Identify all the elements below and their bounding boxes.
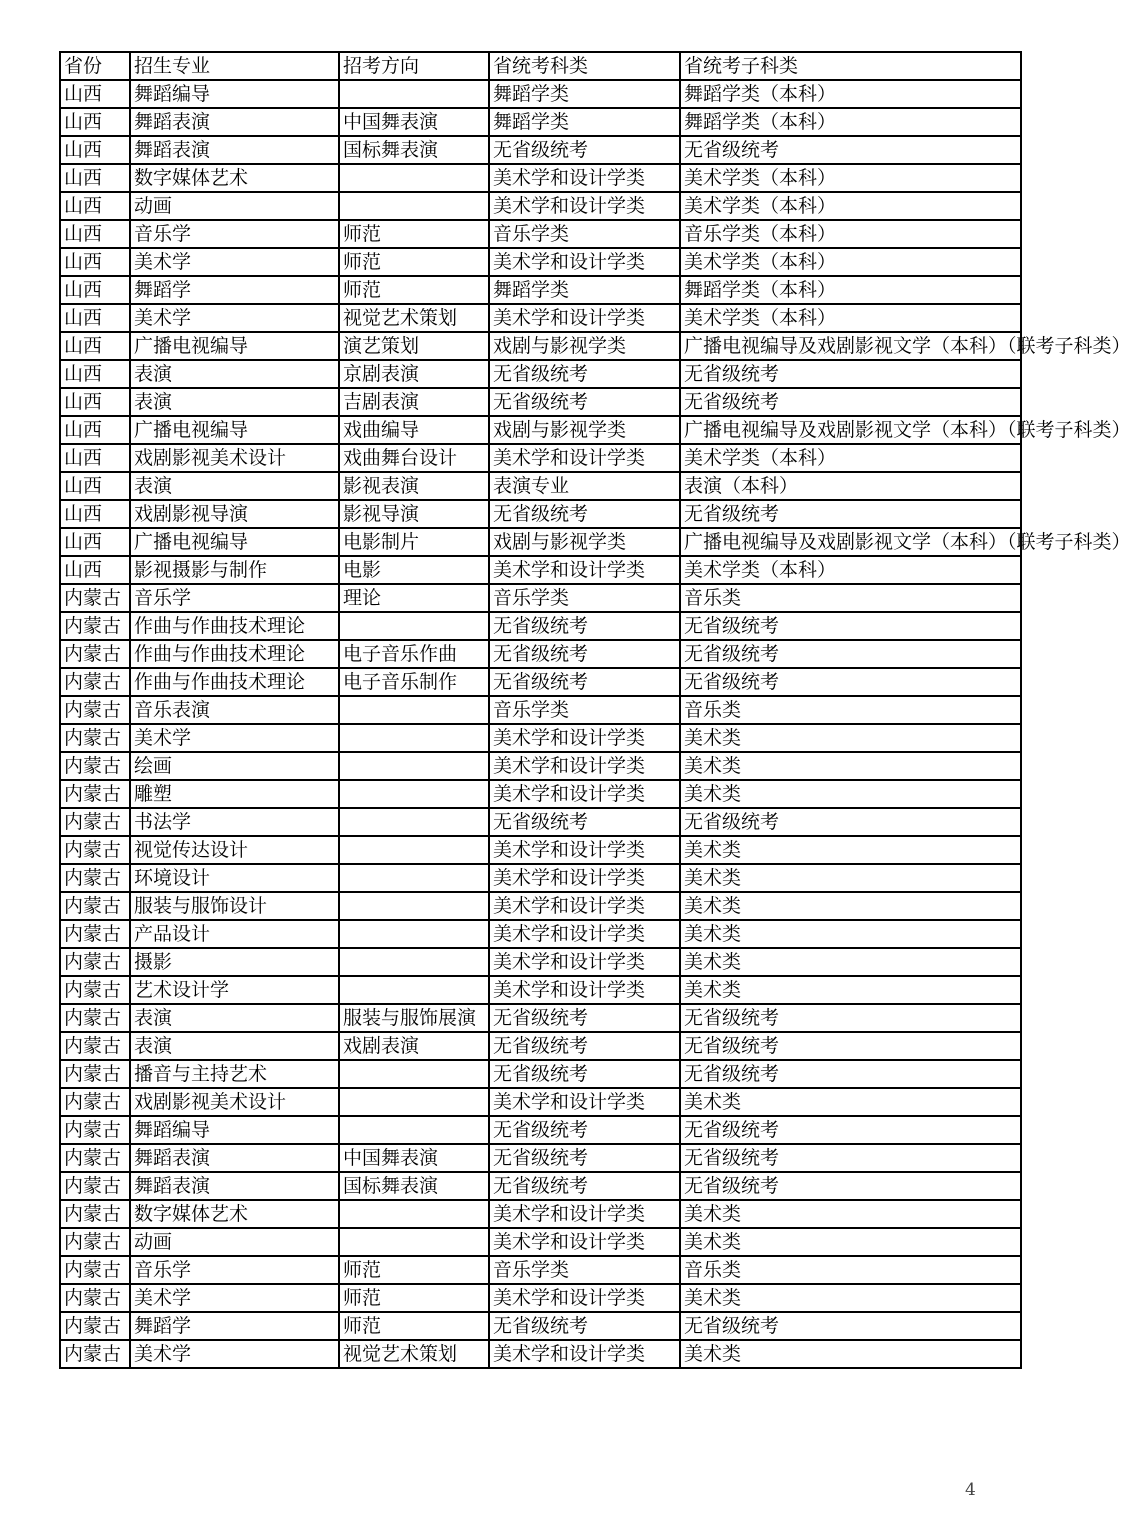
exam-category-cell: 无省级统考	[489, 808, 680, 836]
province-cell: 山西	[60, 192, 130, 220]
table-row	[60, 836, 1021, 864]
exam-subcategory-cell: 表演（本科）	[680, 472, 1021, 500]
table-row	[60, 668, 1021, 696]
direction-cell	[339, 948, 489, 976]
major-cell: 舞蹈表演	[130, 136, 339, 164]
major-cell: 戏剧影视导演	[130, 500, 339, 528]
province-cell: 内蒙古	[60, 864, 130, 892]
major-cell: 广播电视编导	[130, 416, 339, 444]
admissions-table	[59, 51, 1131, 1369]
header-direction: 招考方向	[339, 52, 489, 80]
exam-subcategory-cell: 舞蹈学类（本科）	[680, 80, 1021, 108]
exam-subcategory-cell: 无省级统考	[680, 640, 1021, 668]
province-cell: 内蒙古	[60, 640, 130, 668]
exam-subcategory-cell: 无省级统考	[680, 1060, 1021, 1088]
exam-category-cell: 舞蹈学类	[489, 80, 680, 108]
exam-category-cell: 无省级统考	[489, 1116, 680, 1144]
major-cell: 戏剧影视美术设计	[130, 444, 339, 472]
major-cell: 美术学	[130, 304, 339, 332]
exam-subcategory-cell: 舞蹈学类（本科）	[680, 108, 1021, 136]
exam-category-cell: 戏剧与影视学类	[489, 528, 680, 556]
exam-subcategory-cell: 美术类	[680, 1228, 1021, 1256]
direction-cell: 师范	[339, 1312, 489, 1340]
major-cell: 美术学	[130, 1284, 339, 1312]
major-cell: 表演	[130, 1004, 339, 1032]
table-row	[60, 1116, 1021, 1144]
exam-subcategory-cell: 美术学类（本科）	[680, 164, 1021, 192]
province-cell: 内蒙古	[60, 1228, 130, 1256]
table-row	[60, 556, 1021, 584]
direction-cell: 演艺策划	[339, 332, 489, 360]
header-major: 招生专业	[130, 52, 339, 80]
table-row	[60, 752, 1021, 780]
table-row	[60, 1088, 1021, 1116]
exam-subcategory-cell: 广播电视编导及戏剧影视文学（本科）（联考子科类）	[680, 528, 1021, 556]
province-cell: 内蒙古	[60, 808, 130, 836]
exam-category-cell: 美术学和设计学类	[489, 248, 680, 276]
table-row	[60, 220, 1021, 248]
exam-subcategory-cell: 美术类	[680, 752, 1021, 780]
province-cell: 山西	[60, 220, 130, 248]
province-cell: 山西	[60, 108, 130, 136]
province-cell: 山西	[60, 248, 130, 276]
header-province: 省份	[60, 52, 130, 80]
province-cell: 山西	[60, 556, 130, 584]
exam-subcategory-cell: 美术类	[680, 948, 1021, 976]
major-cell: 视觉传达设计	[130, 836, 339, 864]
exam-category-cell: 美术学和设计学类	[489, 780, 680, 808]
province-cell: 内蒙古	[60, 1144, 130, 1172]
table-row	[60, 1200, 1021, 1228]
major-cell: 艺术设计学	[130, 976, 339, 1004]
table-row	[60, 416, 1021, 444]
table-row	[60, 528, 1021, 556]
exam-subcategory-cell: 无省级统考	[680, 1144, 1021, 1172]
table-row	[60, 136, 1021, 164]
table-row	[60, 1312, 1021, 1340]
exam-category-cell: 无省级统考	[489, 1032, 680, 1060]
province-cell: 内蒙古	[60, 976, 130, 1004]
exam-subcategory-cell: 美术类	[680, 1340, 1021, 1368]
direction-cell: 国标舞表演	[339, 1172, 489, 1200]
exam-category-cell: 表演专业	[489, 472, 680, 500]
province-cell: 内蒙古	[60, 696, 130, 724]
exam-category-cell: 美术学和设计学类	[489, 556, 680, 584]
exam-category-cell: 美术学和设计学类	[489, 864, 680, 892]
province-cell: 内蒙古	[60, 1312, 130, 1340]
direction-cell: 理论	[339, 584, 489, 612]
exam-category-cell: 无省级统考	[489, 1144, 680, 1172]
direction-cell	[339, 80, 489, 108]
exam-subcategory-cell: 无省级统考	[680, 1032, 1021, 1060]
exam-subcategory-cell: 舞蹈学类（本科）	[680, 276, 1021, 304]
exam-category-cell: 舞蹈学类	[489, 108, 680, 136]
province-cell: 山西	[60, 444, 130, 472]
header-exam-category: 省统考科类	[489, 52, 680, 80]
direction-cell	[339, 696, 489, 724]
province-cell: 内蒙古	[60, 1116, 130, 1144]
exam-category-cell: 音乐学类	[489, 696, 680, 724]
major-cell: 数字媒体艺术	[130, 164, 339, 192]
province-cell: 山西	[60, 276, 130, 304]
province-cell: 内蒙古	[60, 780, 130, 808]
major-cell: 雕塑	[130, 780, 339, 808]
direction-cell	[339, 864, 489, 892]
province-cell: 内蒙古	[60, 1060, 130, 1088]
exam-category-cell: 无省级统考	[489, 388, 680, 416]
exam-subcategory-cell: 美术类	[680, 1284, 1021, 1312]
direction-cell	[339, 892, 489, 920]
table-row	[60, 1256, 1021, 1284]
direction-cell	[339, 780, 489, 808]
province-cell: 内蒙古	[60, 612, 130, 640]
exam-category-cell: 美术学和设计学类	[489, 1228, 680, 1256]
table-row	[60, 500, 1021, 528]
table-row	[60, 360, 1021, 388]
exam-subcategory-cell: 无省级统考	[680, 136, 1021, 164]
exam-category-cell: 戏剧与影视学类	[489, 332, 680, 360]
exam-subcategory-cell: 音乐学类（本科）	[680, 220, 1021, 248]
province-cell: 山西	[60, 472, 130, 500]
table-row	[60, 724, 1021, 752]
exam-subcategory-cell: 音乐类	[680, 584, 1021, 612]
major-cell: 美术学	[130, 248, 339, 276]
major-cell: 舞蹈编导	[130, 1116, 339, 1144]
table-row	[60, 1340, 1021, 1368]
exam-subcategory-cell: 音乐类	[680, 696, 1021, 724]
table-row	[60, 1172, 1021, 1200]
direction-cell	[339, 1088, 489, 1116]
table-row	[60, 892, 1021, 920]
table-row	[60, 108, 1021, 136]
exam-category-cell: 音乐学类	[489, 584, 680, 612]
table-row	[60, 80, 1021, 108]
province-cell: 内蒙古	[60, 584, 130, 612]
province-cell: 内蒙古	[60, 892, 130, 920]
province-cell: 内蒙古	[60, 752, 130, 780]
header-exam-subcategory: 省统考子科类	[680, 52, 1021, 80]
direction-cell: 电子音乐制作	[339, 668, 489, 696]
exam-category-cell: 音乐学类	[489, 220, 680, 248]
major-cell: 表演	[130, 1032, 339, 1060]
province-cell: 山西	[60, 388, 130, 416]
exam-category-cell: 美术学和设计学类	[489, 1088, 680, 1116]
major-cell: 表演	[130, 388, 339, 416]
province-cell: 内蒙古	[60, 1200, 130, 1228]
direction-cell: 国标舞表演	[339, 136, 489, 164]
direction-cell: 戏剧表演	[339, 1032, 489, 1060]
major-cell: 书法学	[130, 808, 339, 836]
province-cell: 内蒙古	[60, 668, 130, 696]
exam-category-cell: 无省级统考	[489, 1172, 680, 1200]
major-cell: 影视摄影与制作	[130, 556, 339, 584]
direction-cell: 京剧表演	[339, 360, 489, 388]
province-cell: 山西	[60, 304, 130, 332]
exam-category-cell: 无省级统考	[489, 612, 680, 640]
direction-cell: 戏曲舞台设计	[339, 444, 489, 472]
direction-cell: 戏曲编导	[339, 416, 489, 444]
exam-subcategory-cell: 美术类	[680, 976, 1021, 1004]
major-cell: 戏剧影视美术设计	[130, 1088, 339, 1116]
table-row	[60, 780, 1021, 808]
table-row	[60, 864, 1021, 892]
exam-subcategory-cell: 无省级统考	[680, 612, 1021, 640]
major-cell: 音乐学	[130, 584, 339, 612]
major-cell: 动画	[130, 1228, 339, 1256]
major-cell: 动画	[130, 192, 339, 220]
direction-cell: 中国舞表演	[339, 108, 489, 136]
table-row	[60, 192, 1021, 220]
direction-cell: 电影制片	[339, 528, 489, 556]
major-cell: 数字媒体艺术	[130, 1200, 339, 1228]
exam-subcategory-cell: 无省级统考	[680, 808, 1021, 836]
direction-cell: 电影	[339, 556, 489, 584]
table-row	[60, 584, 1021, 612]
province-cell: 内蒙古	[60, 920, 130, 948]
exam-subcategory-cell: 无省级统考	[680, 1172, 1021, 1200]
exam-category-cell: 无省级统考	[489, 500, 680, 528]
major-cell: 广播电视编导	[130, 332, 339, 360]
exam-subcategory-cell: 美术学类（本科）	[680, 556, 1021, 584]
exam-category-cell: 美术学和设计学类	[489, 920, 680, 948]
exam-category-cell: 美术学和设计学类	[489, 976, 680, 1004]
major-cell: 服装与服饰设计	[130, 892, 339, 920]
direction-cell: 师范	[339, 248, 489, 276]
exam-category-cell: 无省级统考	[489, 668, 680, 696]
table-row	[60, 808, 1021, 836]
table-row	[60, 696, 1021, 724]
direction-cell: 影视表演	[339, 472, 489, 500]
exam-category-cell: 美术学和设计学类	[489, 164, 680, 192]
exam-category-cell: 美术学和设计学类	[489, 1284, 680, 1312]
direction-cell: 吉剧表演	[339, 388, 489, 416]
table-row	[60, 612, 1021, 640]
province-cell: 山西	[60, 528, 130, 556]
exam-subcategory-cell: 无省级统考	[680, 668, 1021, 696]
table-row	[60, 1032, 1021, 1060]
major-cell: 舞蹈学	[130, 276, 339, 304]
exam-category-cell: 美术学和设计学类	[489, 444, 680, 472]
exam-subcategory-cell: 无省级统考	[680, 1004, 1021, 1032]
direction-cell	[339, 1228, 489, 1256]
major-cell: 音乐表演	[130, 696, 339, 724]
province-cell: 山西	[60, 360, 130, 388]
table-row	[60, 332, 1021, 360]
direction-cell: 电子音乐作曲	[339, 640, 489, 668]
province-cell: 内蒙古	[60, 1088, 130, 1116]
direction-cell	[339, 724, 489, 752]
exam-category-cell: 无省级统考	[489, 1004, 680, 1032]
table-row	[60, 388, 1021, 416]
direction-cell	[339, 920, 489, 948]
table-row	[60, 1228, 1021, 1256]
table-body	[60, 80, 1131, 1368]
exam-category-cell: 美术学和设计学类	[489, 1340, 680, 1368]
table-row	[60, 976, 1021, 1004]
exam-subcategory-cell: 美术学类（本科）	[680, 248, 1021, 276]
exam-category-cell: 美术学和设计学类	[489, 752, 680, 780]
exam-category-cell: 舞蹈学类	[489, 276, 680, 304]
exam-subcategory-cell: 美术类	[680, 864, 1021, 892]
table-row	[60, 1144, 1021, 1172]
major-cell: 作曲与作曲技术理论	[130, 668, 339, 696]
direction-cell	[339, 836, 489, 864]
exam-category-cell: 无省级统考	[489, 640, 680, 668]
direction-cell	[339, 1200, 489, 1228]
exam-subcategory-cell: 无省级统考	[680, 360, 1021, 388]
table-row	[60, 276, 1021, 304]
exam-category-cell: 戏剧与影视学类	[489, 416, 680, 444]
direction-cell: 师范	[339, 1284, 489, 1312]
major-cell: 音乐学	[130, 1256, 339, 1284]
exam-subcategory-cell: 美术类	[680, 780, 1021, 808]
table-row	[60, 248, 1021, 276]
major-cell: 作曲与作曲技术理论	[130, 612, 339, 640]
table-row	[60, 1060, 1021, 1088]
exam-subcategory-cell: 美术学类（本科）	[680, 444, 1021, 472]
province-cell: 山西	[60, 136, 130, 164]
direction-cell	[339, 976, 489, 1004]
direction-cell: 服装与服饰展演	[339, 1004, 489, 1032]
major-cell: 舞蹈表演	[130, 108, 339, 136]
exam-subcategory-cell: 音乐类	[680, 1256, 1021, 1284]
direction-cell	[339, 808, 489, 836]
exam-subcategory-cell: 美术类	[680, 724, 1021, 752]
exam-category-cell: 无省级统考	[489, 1312, 680, 1340]
table-row	[60, 304, 1021, 332]
page-number: 4	[965, 1480, 976, 1500]
exam-category-cell: 无省级统考	[489, 360, 680, 388]
table-row	[60, 444, 1021, 472]
exam-category-cell: 无省级统考	[489, 136, 680, 164]
exam-subcategory-cell: 无省级统考	[680, 500, 1021, 528]
province-cell: 内蒙古	[60, 836, 130, 864]
exam-subcategory-cell: 美术学类（本科）	[680, 192, 1021, 220]
exam-subcategory-cell: 美术学类（本科）	[680, 304, 1021, 332]
province-cell: 内蒙古	[60, 948, 130, 976]
province-cell: 山西	[60, 416, 130, 444]
major-cell: 舞蹈学	[130, 1312, 339, 1340]
direction-cell	[339, 192, 489, 220]
exam-category-cell: 美术学和设计学类	[489, 724, 680, 752]
direction-cell	[339, 1060, 489, 1088]
major-cell: 舞蹈表演	[130, 1144, 339, 1172]
table-row	[60, 164, 1021, 192]
province-cell: 内蒙古	[60, 1340, 130, 1368]
direction-cell: 影视导演	[339, 500, 489, 528]
exam-category-cell: 美术学和设计学类	[489, 1200, 680, 1228]
exam-category-cell: 无省级统考	[489, 1060, 680, 1088]
exam-subcategory-cell: 无省级统考	[680, 388, 1021, 416]
exam-subcategory-cell: 无省级统考	[680, 1312, 1021, 1340]
exam-category-cell: 美术学和设计学类	[489, 304, 680, 332]
direction-cell: 中国舞表演	[339, 1144, 489, 1172]
exam-subcategory-cell: 广播电视编导及戏剧影视文学（本科）（联考子科类）	[680, 332, 1021, 360]
province-cell: 内蒙古	[60, 1284, 130, 1312]
exam-subcategory-cell: 美术类	[680, 1200, 1021, 1228]
exam-category-cell: 美术学和设计学类	[489, 836, 680, 864]
province-cell: 山西	[60, 332, 130, 360]
major-cell: 环境设计	[130, 864, 339, 892]
province-cell: 内蒙古	[60, 1172, 130, 1200]
direction-cell	[339, 1116, 489, 1144]
province-cell: 内蒙古	[60, 1256, 130, 1284]
major-cell: 舞蹈表演	[130, 1172, 339, 1200]
direction-cell	[339, 752, 489, 780]
province-cell: 山西	[60, 80, 130, 108]
major-cell: 表演	[130, 360, 339, 388]
exam-category-cell: 美术学和设计学类	[489, 192, 680, 220]
direction-cell	[339, 164, 489, 192]
exam-category-cell: 美术学和设计学类	[489, 892, 680, 920]
major-cell: 美术学	[130, 1340, 339, 1368]
major-cell: 表演	[130, 472, 339, 500]
table-row	[60, 1284, 1021, 1312]
direction-cell: 师范	[339, 1256, 489, 1284]
table-row	[60, 1004, 1021, 1032]
major-cell: 摄影	[130, 948, 339, 976]
direction-cell: 视觉艺术策划	[339, 304, 489, 332]
table-row	[60, 948, 1021, 976]
major-cell: 绘画	[130, 752, 339, 780]
table-header-row	[60, 52, 1021, 80]
major-cell: 舞蹈编导	[130, 80, 339, 108]
table-row	[60, 472, 1021, 500]
province-cell: 内蒙古	[60, 1032, 130, 1060]
major-cell: 美术学	[130, 724, 339, 752]
exam-category-cell: 音乐学类	[489, 1256, 680, 1284]
direction-cell: 师范	[339, 276, 489, 304]
major-cell: 产品设计	[130, 920, 339, 948]
direction-cell: 师范	[339, 220, 489, 248]
province-cell: 内蒙古	[60, 724, 130, 752]
direction-cell: 视觉艺术策划	[339, 1340, 489, 1368]
province-cell: 山西	[60, 500, 130, 528]
major-cell: 广播电视编导	[130, 528, 339, 556]
exam-subcategory-cell: 美术类	[680, 920, 1021, 948]
exam-subcategory-cell: 美术类	[680, 892, 1021, 920]
exam-subcategory-cell: 无省级统考	[680, 1116, 1021, 1144]
table-row	[60, 920, 1021, 948]
province-cell: 内蒙古	[60, 1004, 130, 1032]
direction-cell	[339, 612, 489, 640]
exam-subcategory-cell: 美术类	[680, 1088, 1021, 1116]
exam-subcategory-cell: 广播电视编导及戏剧影视文学（本科）（联考子科类）	[680, 416, 1021, 444]
major-cell: 音乐学	[130, 220, 339, 248]
exam-subcategory-cell: 美术类	[680, 836, 1021, 864]
table-row	[60, 640, 1021, 668]
major-cell: 作曲与作曲技术理论	[130, 640, 339, 668]
major-cell: 播音与主持艺术	[130, 1060, 339, 1088]
province-cell: 山西	[60, 164, 130, 192]
exam-category-cell: 美术学和设计学类	[489, 948, 680, 976]
